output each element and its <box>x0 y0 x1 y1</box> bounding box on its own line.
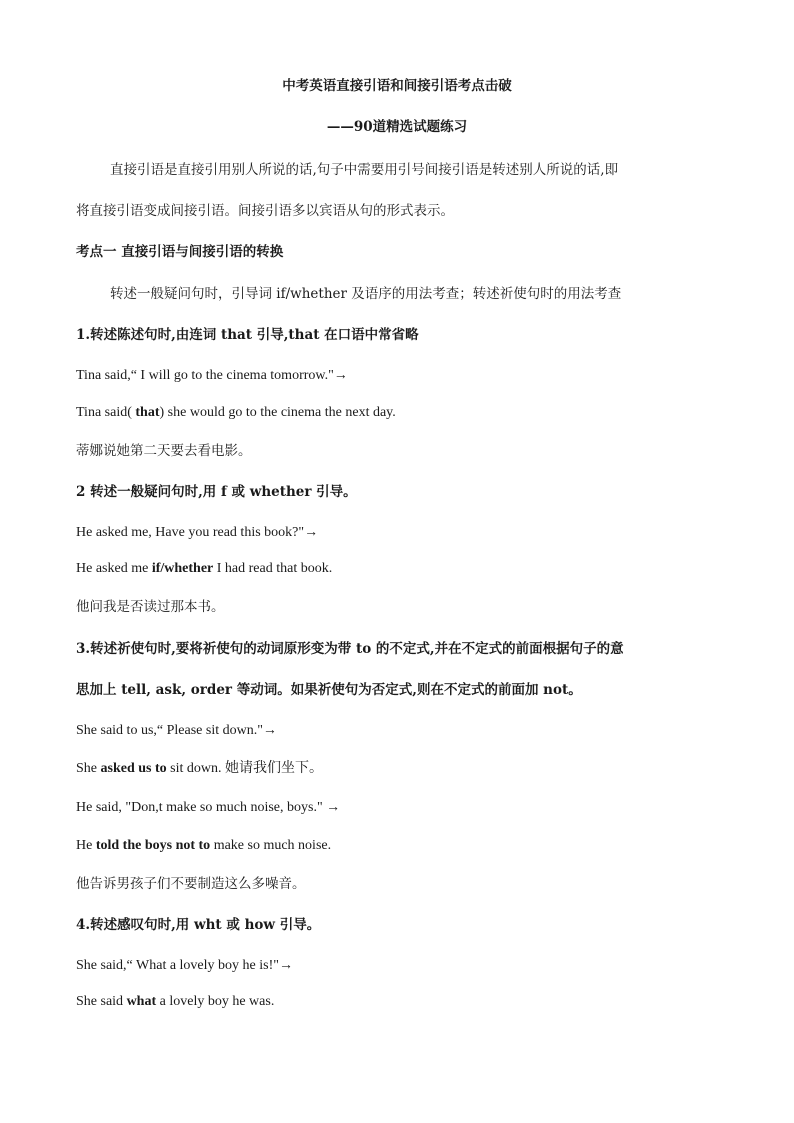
point-1-direct-speech: Tina said,“ I will go to the cinema tomorrow."→ <box>76 368 348 383</box>
emphasis-text: if/whether <box>151 561 214 576</box>
point-3-heading-line-2: 思加上 tell, ask, order 等动词。如果祈使句为否定式,则在不定式的前面加 not。 <box>76 682 582 698</box>
text-segment: He asked me <box>76 561 152 576</box>
point-2-translation: 他问我是否读过那本书。 <box>76 599 225 615</box>
intro-line-1: 直接引语是直接引用别人所说的话,句子中需要用引号间接引语是转述别人所说的话,即 <box>110 162 619 178</box>
document-subtitle: ——90道精选试题练习 <box>326 119 468 135</box>
point-2-direct-speech: He asked me, Have you read this book?"→ <box>76 525 319 540</box>
point-3-heading-line-1: 3.转述祈使句时,要将祈使句的动词原形变为带 to 的不定式,并在不定式的前面根据句子的意 <box>76 641 624 657</box>
emphasis-text: asked us to <box>100 761 167 776</box>
point-1-translation: 蒂娜说她第二天要去看电影。 <box>76 443 252 459</box>
text-segment: She <box>76 761 101 776</box>
point-4-heading: 4.转述感叹句时,用 wht 或 how 引导。 <box>76 917 321 933</box>
point-2-heading: 2 转述一般疑问句时,用 f 或 whether 引导。 <box>76 484 357 500</box>
point-3-example-1-direct: She said to us,“ Please sit down."→ <box>76 723 277 738</box>
text-segment: He <box>76 838 96 853</box>
document-title: 中考英语直接引语和间接引语考点击破 <box>282 78 512 94</box>
point-1-heading: 1.转述陈述句时,由连词 that 引导,that 在口语中常省略 <box>76 327 419 343</box>
point-3-example-1-indirect <box>76 759 734 779</box>
intro-line-2: 将直接引语变成间接引语。间接引语多以宾语从句的形式表示。 <box>76 203 454 219</box>
point-3-example-2-indirect <box>76 836 734 856</box>
point-1-indirect-speech <box>76 403 734 423</box>
section-1-summary: 转述一般疑问句时，引导词 if/whether 及语序的用法考查；转述祈使句时的用法考查 <box>110 286 622 302</box>
text-segment: ) she would go to the cinema the next day. <box>159 405 396 420</box>
emphasis-text: told the boys not to <box>95 838 211 853</box>
text-segment: Tina said( <box>76 405 136 420</box>
point-3-translation: 他告诉男孩子们不要制造这么多噪音。 <box>76 876 306 892</box>
point-2-indirect-speech <box>76 559 734 579</box>
point-3-example-2-direct: He said, "Don,t make so much noise, boys." → <box>76 800 341 815</box>
emphasis-text: what <box>126 994 157 1009</box>
emphasis-text: that <box>135 405 160 420</box>
point-4-indirect-speech <box>76 992 734 1012</box>
text-segment: make so much noise. <box>210 838 332 853</box>
text-segment: a lovely boy he was. <box>156 994 275 1009</box>
text-segment: She said <box>76 994 127 1009</box>
text-segment: I had read that book. <box>213 561 333 576</box>
section-1-heading: 考点一 直接引语与间接引语的转换 <box>76 244 284 260</box>
text-segment: sit down. 她请我们坐下。 <box>166 761 323 776</box>
point-4-direct-speech: She said,“ What a lovely boy he is!"→ <box>76 958 293 973</box>
